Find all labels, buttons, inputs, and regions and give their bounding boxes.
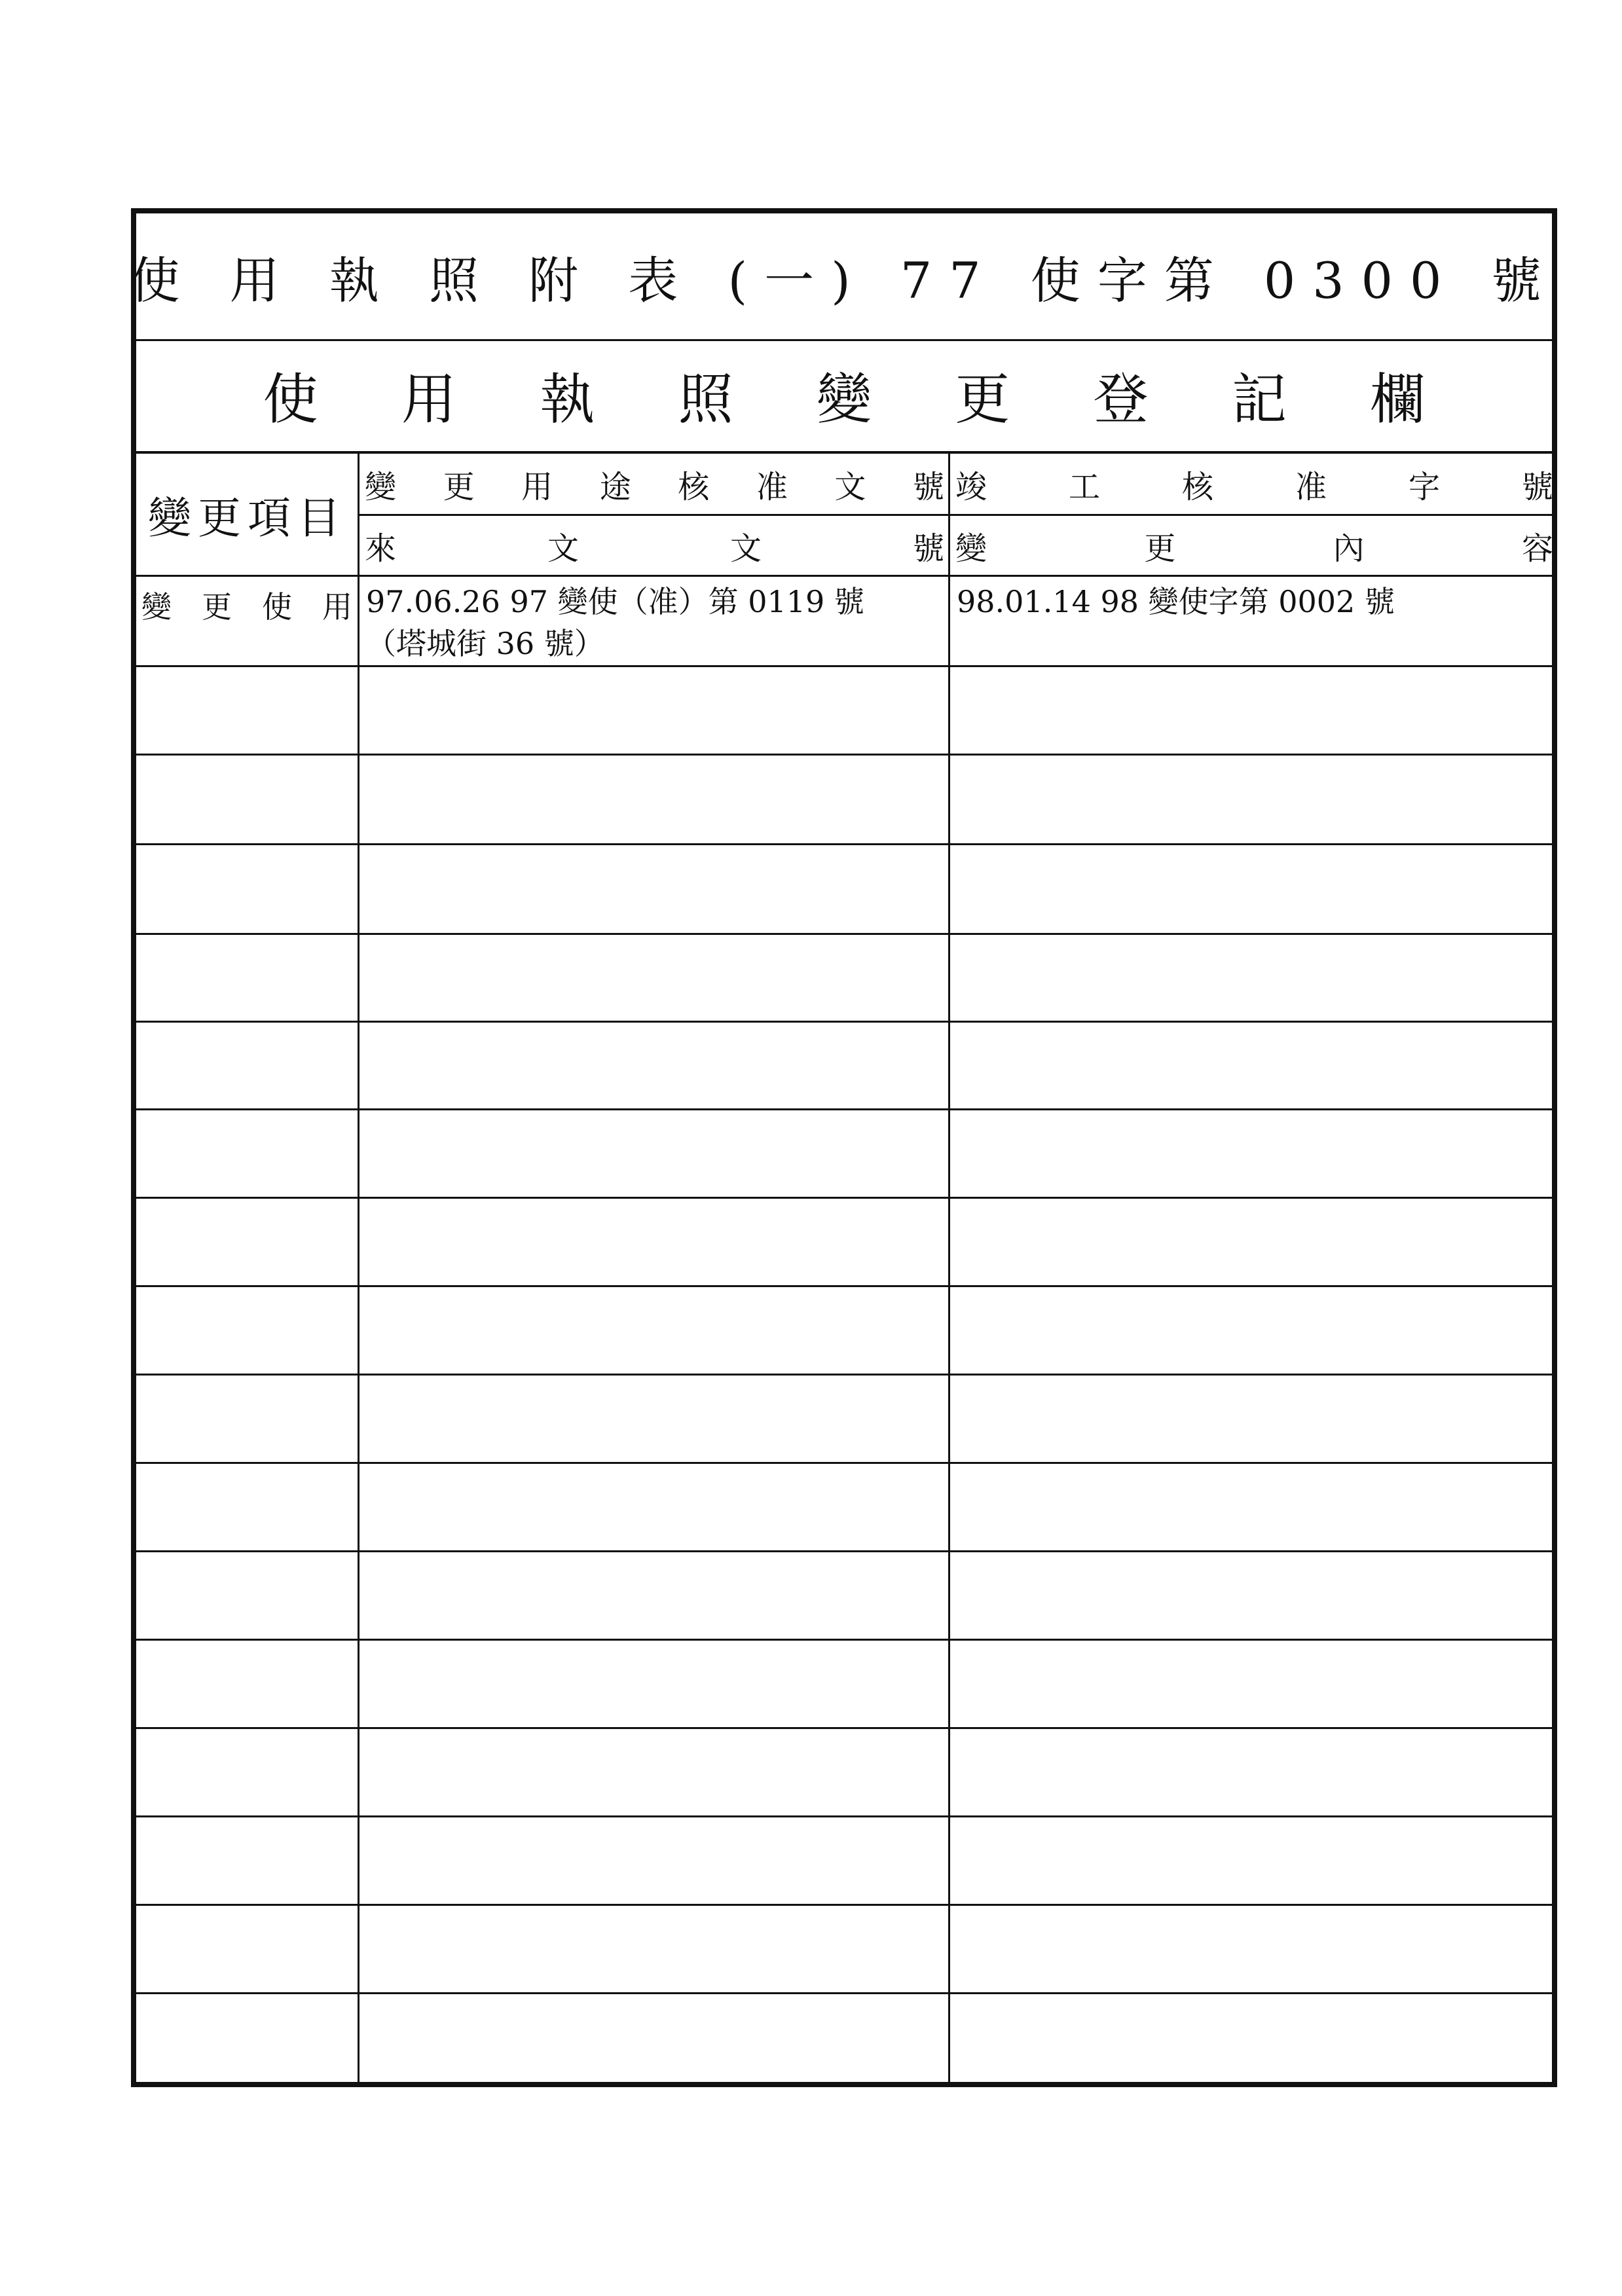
header-char: 變 [365,468,397,505]
header-char: 號 [1521,468,1553,505]
row-divider [136,754,1552,756]
row-divider [136,1815,1552,1817]
header-char: 號 [912,468,944,505]
header-char: 用 [521,468,553,505]
item-char: 變 [141,589,172,625]
row-divider [136,665,1552,667]
header-char: 途 [599,468,631,505]
completion-line: 98.01.14 98 變使字第 0002 號 [957,584,1395,619]
header-char: 准 [756,468,788,505]
row-divider [136,1285,1552,1287]
column-divider [358,454,359,2087]
header-char: 准 [1295,468,1327,505]
registration-table [136,454,1552,2087]
header-char: 號 [912,530,944,567]
title-row [130,213,1558,341]
form-title: 使 用 執 照 附 表 (一) 77 使字第 0300 號 [130,251,1558,310]
row-divider [136,1021,1552,1023]
subtitle-char: 照 [678,367,733,431]
subtitle-char: 使 [263,367,318,431]
row-divider [136,1374,1552,1376]
header-char: 更 [1144,530,1176,567]
item-char: 更 [202,589,232,625]
row-divider [136,1727,1552,1729]
subtitle-char: 記 [1231,367,1287,431]
subtitle-char: 執 [540,367,595,431]
row-divider [136,1197,1552,1199]
header-incoming-number [359,516,948,575]
header-completion-number [950,454,1557,514]
item-char: 用 [322,589,352,625]
header-change-content [950,516,1557,575]
header-char: 核 [1181,468,1213,505]
header-char: 竣 [955,468,987,505]
row-divider [136,1108,1552,1110]
row-approval-number [359,577,948,665]
header-char: 更 [443,468,475,505]
row-divider [136,1904,1552,1906]
header-char: 容 [1521,530,1553,567]
row-completion-number [950,577,1557,665]
row-divider [136,1550,1552,1552]
header-change-item: 變更項目 [148,493,347,543]
header-char: 核 [678,468,710,505]
header-char: 字 [1408,468,1440,505]
row-divider [136,1462,1552,1464]
subtitle-char: 用 [401,367,456,431]
item-char: 使 [262,589,292,625]
header-char: 變 [955,530,987,567]
approval-line-2: （塔城街 36 號） [366,626,604,661]
header-char: 內 [1333,530,1365,567]
subtitle-char: 變 [816,367,872,431]
subtitle-char: 欄 [1370,367,1426,431]
row-change-item [136,577,358,665]
column-divider [948,454,950,2087]
row-divider [136,933,1552,935]
header-char: 文 [834,468,866,505]
row-divider [136,1992,1552,1994]
subtitle-char: 登 [1093,367,1149,431]
header-char: 工 [1068,468,1100,505]
header-approval-number [359,454,948,514]
subtitle-char: 更 [955,367,1010,431]
header-char: 來 [365,530,397,567]
subtitle-row [136,339,1552,454]
header-char: 文 [729,530,762,567]
row-divider [136,1639,1552,1641]
header-char: 文 [547,530,579,567]
approval-line-1: 97.06.26 97 變使（准）第 0119 號 [366,584,864,619]
form-frame [131,208,1557,2087]
row-divider [136,843,1552,845]
